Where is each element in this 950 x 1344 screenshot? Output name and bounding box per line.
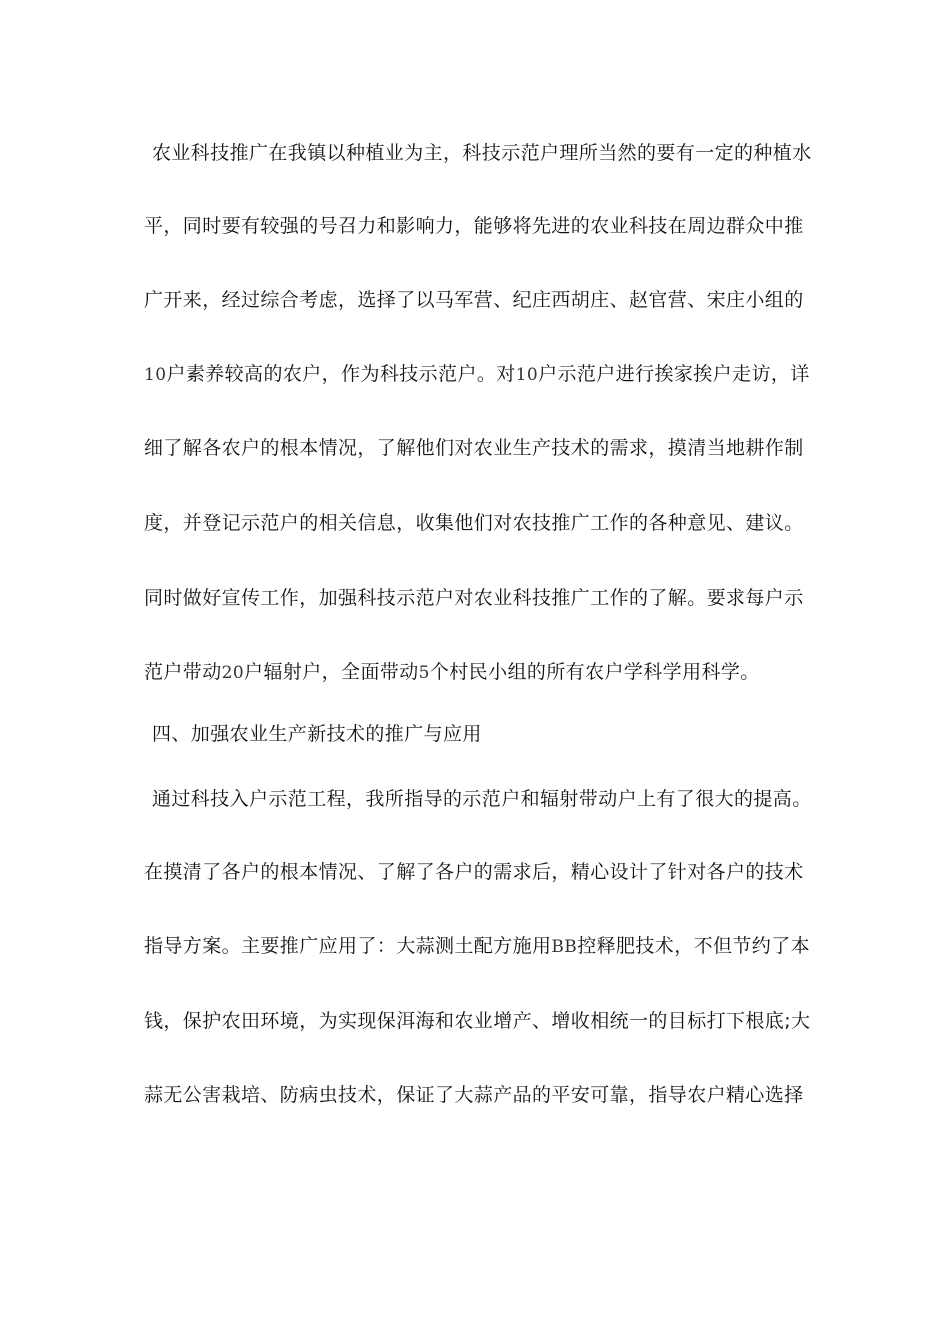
section-heading (152, 722, 832, 746)
paragraph-line-3 (144, 288, 824, 312)
number-households: 10 (515, 365, 539, 385)
line-text: 广开来，经过综合考虑，选择了以马军营、纪庄西胡庄、赵官营、宋庄小组的 (144, 289, 804, 311)
paragraph-line-1 (152, 141, 832, 165)
paragraph-line-5 (144, 436, 824, 460)
line-text: 户示范户进行挨家挨户走访，详 (538, 363, 810, 385)
line-text: 户素养较高的农户，作为科技示范户。对 (166, 363, 516, 385)
line-text: 度，并登记示范户的相关信息，收集他们对农技推广工作的各种意见、建议。 (144, 512, 804, 534)
fertilizer-code: BB (551, 937, 578, 957)
line-text: 同时做好宣传工作，加强科技示范户对农业科技推广工作的了解。要求每户示 (144, 587, 804, 609)
line-text: 蒜无公害栽培、防病虫技术，保证了大蒜产品的平安可靠，指导农户精心选择 (144, 1084, 804, 1106)
paragraph-line-9 (152, 787, 832, 811)
line-text: 控释肥技术，不但节约了本 (577, 935, 811, 957)
line-text: 农业科技推广在我镇以种植业为主，科技示范户理所当然的要有一定的种植水 (152, 142, 812, 164)
number-groups: 5 (418, 663, 430, 683)
line-text: 个村民小组的所有农户学科学用科学。 (429, 661, 760, 683)
line-text: 细了解各农户的根本情况，了解他们对农业生产技术的需求，摸清当地耕作制 (144, 437, 804, 459)
paragraph-line-13 (144, 1083, 824, 1107)
line-text: 在摸清了各户的根本情况、了解了各户的需求后，精心设计了针对各户的技术 (144, 861, 804, 883)
line-text: 平，同时要有较强的号召力和影响力，能够将先进的农业科技在周边群众中推 (144, 215, 804, 237)
number-households: 10 (144, 365, 167, 385)
paragraph-line-12 (144, 1009, 824, 1033)
paragraph-line-11 (144, 934, 824, 959)
line-text: 钱，保护农田环境，为实现保洱海和农业增产、增收相统一的目标打下根底;大 (144, 1010, 811, 1032)
paragraph-line-7 (144, 586, 824, 610)
paragraph-line-10 (144, 860, 824, 884)
line-text: 户辐射户，全面带动 (244, 661, 419, 683)
line-text: 指导方案。主要推广应用了：大蒜测土配方施用 (144, 935, 552, 957)
paragraph-line-2 (144, 214, 824, 238)
number-radiate: 20 (221, 663, 245, 683)
line-text: 范户带动 (144, 661, 222, 683)
paragraph-line-8 (144, 660, 824, 685)
paragraph-line-6 (144, 511, 824, 535)
paragraph-line-4 (144, 362, 824, 387)
heading-text: 四、加强农业生产新技术的推广与应用 (152, 723, 482, 745)
line-text: 通过科技入户示范工程，我所指导的示范户和辐射带动户上有了很大的提高。 (152, 788, 812, 810)
